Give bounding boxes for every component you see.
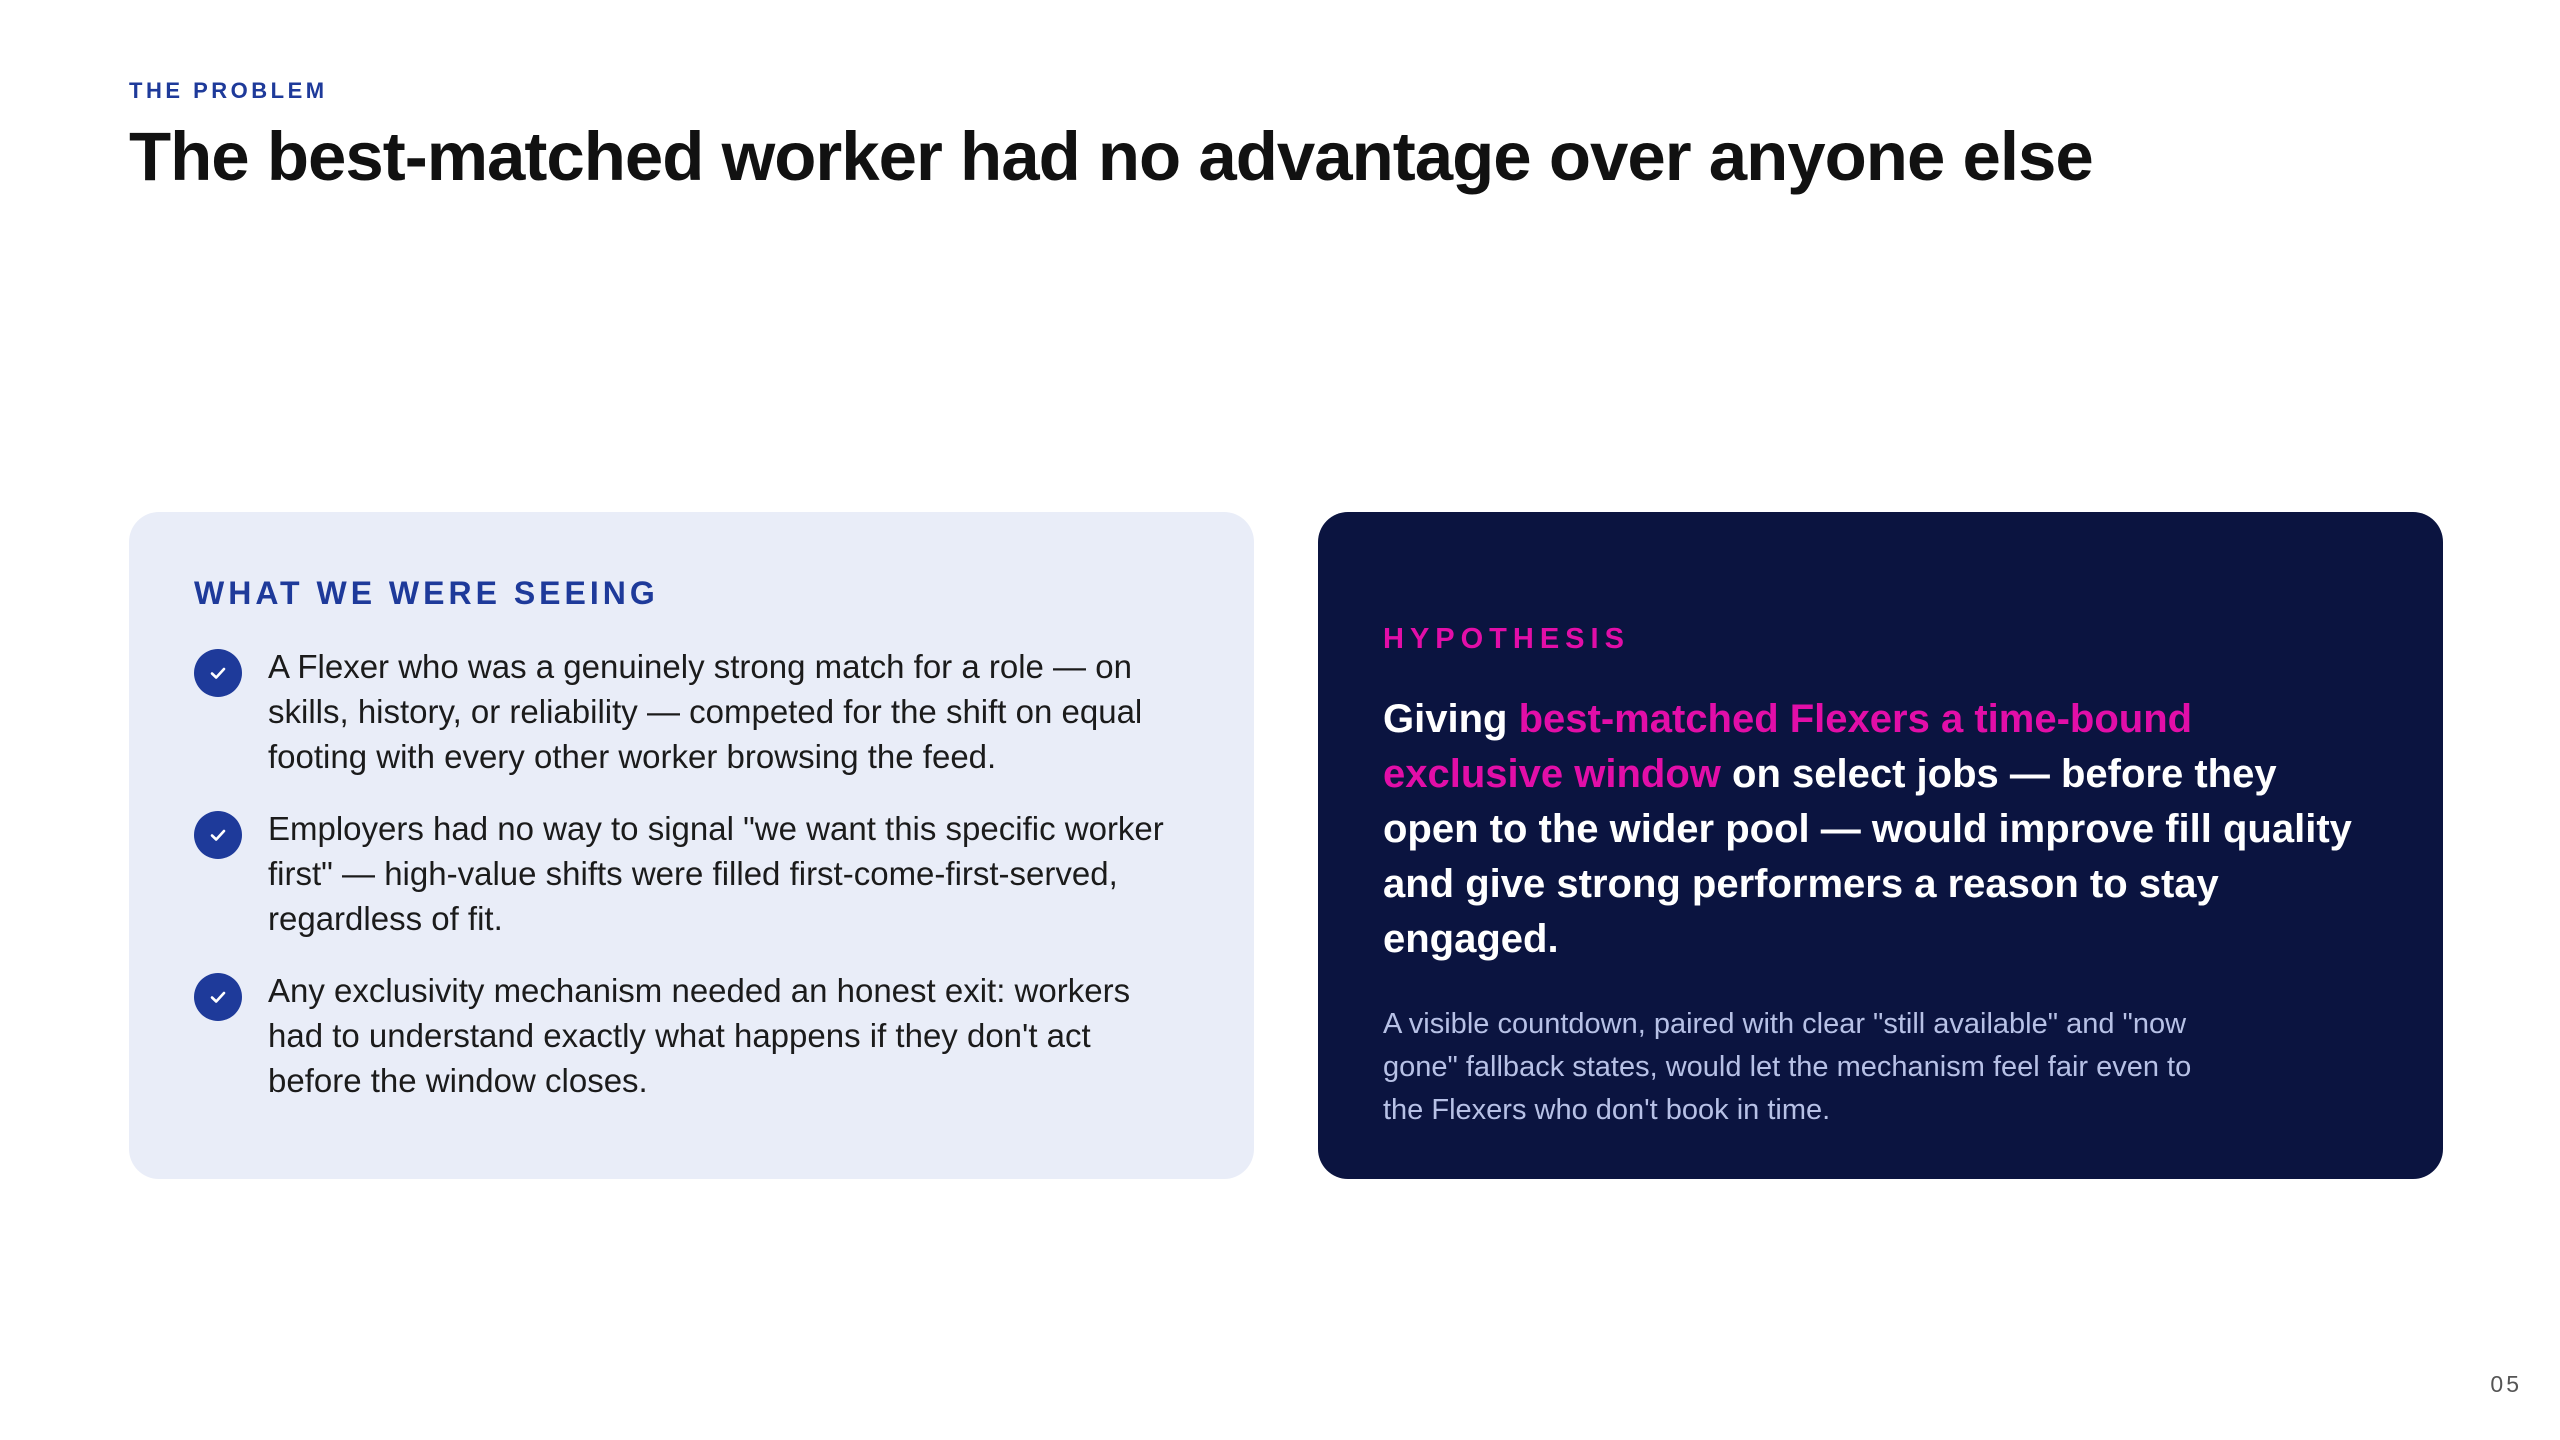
list-item <box>194 968 1189 1103</box>
hypothesis-statement <box>1383 692 2383 967</box>
hypothesis-highlight: best-matched Flexers a time-bound exclusive window <box>1383 697 2193 796</box>
page-number: 05 <box>2490 1371 2522 1397</box>
hypothesis-statement-lead: Giving <box>1383 697 1519 741</box>
check-circle-icon <box>194 649 242 697</box>
list-item <box>194 806 1189 941</box>
check-circle-icon <box>194 811 242 859</box>
hypothesis-note: A visible countdown, paired with clear "still available" and "now gone" fallback states, would let the mechanism feel fair even to the Flexers who don't book in time. <box>1383 1008 2192 1126</box>
hypothesis-label: HYPOTHESIS <box>1383 623 1630 655</box>
observations-heading: WHAT WE WERE SEEING <box>194 575 659 611</box>
observations-list <box>194 644 1189 1103</box>
observations-card <box>129 512 1254 1179</box>
list-item-text: Any exclusivity mechanism needed an honest exit: workers had to understand exactly what happens if they don't act before the window closes. <box>268 972 1131 1099</box>
list-item <box>194 644 1189 779</box>
page-title: The best-matched worker had no advantage over anyone else <box>129 118 2093 195</box>
list-item-text: A Flexer who was a genuinely strong match for a role — on skills, history, or reliability — competed for the shift on equal footing with every other worker browsing the feed. <box>268 648 1143 775</box>
hypothesis-card <box>1318 512 2443 1179</box>
check-circle-icon <box>194 973 242 1021</box>
hypothesis-statement-rest: on select jobs — before they open to the wider pool — would improve fill quality and give strong performers a reason to stay engaged. <box>1383 752 2352 961</box>
section-eyebrow: THE PROBLEM <box>129 78 328 103</box>
list-item-text: Employers had no way to signal "we want this specific worker first" — high-value shifts were filled first-come-first-served, regardless of fit. <box>268 810 1164 937</box>
